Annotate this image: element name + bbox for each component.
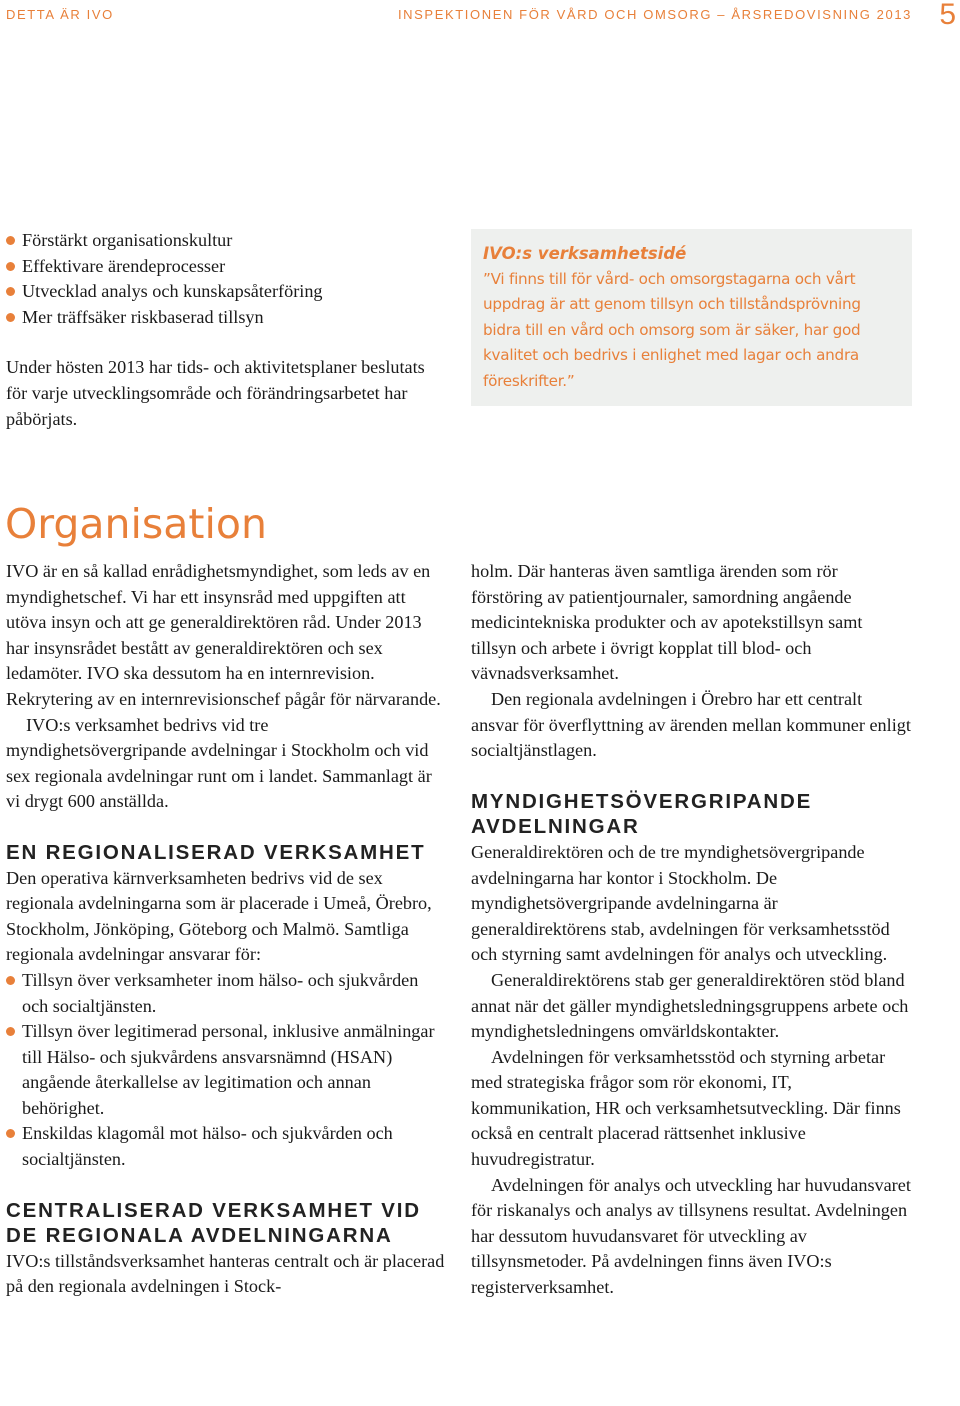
paragraph: Den regionala avdelningen i Örebro har ett centralt ansvar för överflyttning av ärenden mellan kommuner enligt socialtjänstlagen. xyxy=(471,688,911,761)
list-item: Mer träffsäker riskbaserad tillsyn xyxy=(6,305,446,331)
section-title: Organisation xyxy=(5,500,267,548)
paragraph: Den operativa kärnverksamheten bedrivs vid de sex regionala avdelningarna som är placerade i Umeå, Örebro, Stockholm, Jönköping, Göteborg och Malmö. Samtliga regionala avdelningar ansvarar för: xyxy=(6,867,432,965)
paragraph: Generaldirektörens stab ger generaldirektören stöd bland annat när det gäller myndighetsledningsgruppens arbete och myndighetsledningens omvärldskontakter. xyxy=(471,969,909,1042)
list-item: Enskildas klagomål mot hälso- och sjukvården och socialtjänsten. xyxy=(6,1121,446,1172)
paragraph: Avdelningen för verksamhetsstöd och styrning arbetar med strategiska frågor som rör ekonomi, IT, kommunikation, HR och verksamhetsutveckling. Där finns också en centralt placerad rättsenhet inklusive huvudregistratur. xyxy=(471,1046,901,1170)
paragraph: Avdelningen för analys och utveckling har huvudansvaret för riskanalys och analys av tillsynens resultat. Avdelningen har dessutom huvudansvaret för utveckling av tillsynsmetoder. På avdelningen finns även IVO:s registerverksamhet. xyxy=(471,1174,911,1298)
left-column xyxy=(6,559,446,1300)
list-item: Effektivare ärendeprocesser xyxy=(6,254,446,280)
mission-box xyxy=(471,229,912,406)
list-item: Utvecklad analys och kunskapsåterföring xyxy=(6,279,446,305)
intro-paragraph: Under hösten 2013 har tids- och aktivitetsplaner beslutats för varje utvecklingsområde och förändringsarbetet har påbörjats. xyxy=(6,357,425,429)
paragraph: IVO:s verksamhet bedrivs vid tre myndighetsövergripande avdelningar i Stockholm och vid sex regionala avdelningar runt om i landet. Sammanlagt är vi drygt 600 anställda. xyxy=(6,714,432,812)
running-header-left: DETTA ÄR IVO xyxy=(6,7,114,22)
section-heading: CENTRALISERAD VERKSAMHET VID DE REGIONALA AVDELNINGARNA xyxy=(6,1198,421,1248)
responsibility-bullet-list xyxy=(6,968,446,1173)
section-heading: MYNDIGHETSÖVERGRIPANDE AVDELNINGAR xyxy=(471,789,813,839)
intro-block xyxy=(6,228,446,432)
paragraph: holm. Där hanteras även samtliga ärenden som rör förstöring av patientjournaler, samordning angående medicintekniska produkter och av apotekstillsyn samt tillsyn och arbete i övrigt kopplat till blod- och vävnadsverksamhet. xyxy=(471,561,863,684)
list-item: Förstärkt organisationskultur xyxy=(6,228,446,254)
list-item: Tillsyn över verksamheter inom hälso- och sjukvården och socialtjänsten. xyxy=(6,968,446,1019)
paragraph: Generaldirektören och de tre myndighetsövergripande avdelningarna har kontor i Stockholm. De myndighetsövergripande avdelningarna är generaldirektörens stab, avdelningen för verksamhetsstöd och styrning samt avdelningen för analys och utveckling. xyxy=(471,841,890,965)
running-header-right: INSPEKTIONEN FÖR VÅRD OCH OMSORG – ÅRSREDOVISNING 2013 xyxy=(397,7,912,22)
intro-bullet-list xyxy=(6,228,446,330)
section-heading: EN REGIONALISERAD VERKSAMHET xyxy=(6,840,426,864)
page-number: 5 xyxy=(939,0,956,31)
mission-box-title: IVO:s verksamhetsidé xyxy=(483,244,687,263)
right-column xyxy=(471,559,912,1301)
paragraph: IVO:s tillståndsverksamhet hanteras centralt och är placerad på den regionala avdelningen i Stock- xyxy=(6,1250,445,1297)
mission-box-quote: ”Vi finns till för vård- och omsorgstagarna och vårt uppdrag är att genom tillsyn och tillståndsprövning bidra till en vård och omsorg som är säker, har god kvalitet och bedrivs i enlighet med lagar och andra föreskrifter.” xyxy=(483,269,861,390)
paragraph: IVO är en så kallad enrådighetsmyndighet, som leds av en myndighetschef. Vi har ett insynsråd med uppgiften att utöva insyn och att ge generaldirektören råd. Under 2013 har insynsrådet bestått av generaldirektören och sex ledamöter. IVO ska dessutom ha en internrevision. Rekrytering av en internrevisionschef pågår för närvarande. xyxy=(6,561,441,709)
list-item: Tillsyn över legitimerad personal, inklusive anmälningar till Hälso- och sjukvårdens ansvarsnämnd (HSAN) angående återkallelse av legitimation och annan behörighet. xyxy=(6,1019,446,1121)
